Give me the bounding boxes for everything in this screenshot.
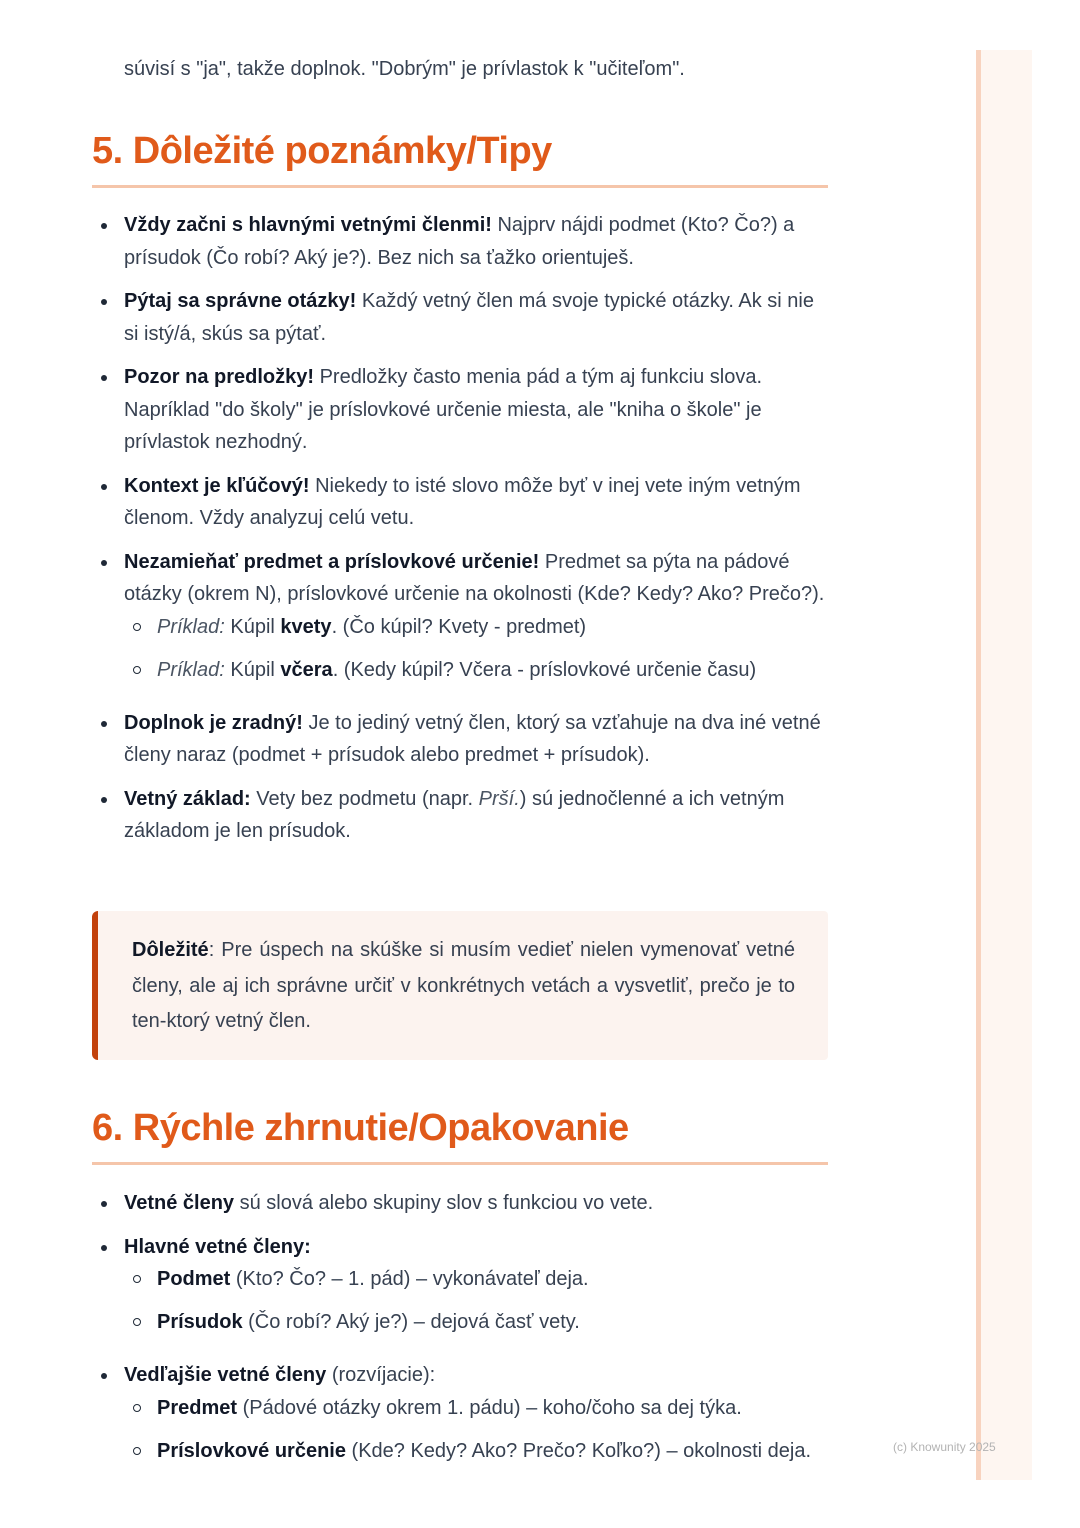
- copyright-watermark: (c) Knowunity 2025: [893, 1440, 996, 1454]
- section-5-heading: 5. Dôležité poznámky/Tipy: [92, 130, 828, 188]
- example-list: [124, 611, 828, 686]
- section-6-heading: 6. Rýchle zhrnutie/Opakovanie: [92, 1107, 828, 1165]
- continuation-text: súvisí s "ja", takže doplnok. "Dobrým" je prívlastok k "učiteľom".: [124, 58, 685, 80]
- callout-text: : Pre úspech na skúške si musím vedieť nielen vymenovať vetné členy, ale aj ich správne určiť v konkrétnych vetách a vysvetliť, prečo je to ten-ktorý vetný člen.: [132, 939, 795, 1032]
- side-decoration-bar: [976, 50, 1032, 1480]
- tip-item: Pýtaj sa správne otázky! Každý vetný člen má svoje typické otázky. Ak si nie si istý/á, skús sa pýtať.: [92, 285, 828, 350]
- member-item: Podmet (Kto? Čo? – 1. pád) – vykonávateľ deja.: [124, 1263, 852, 1295]
- important-callout: [92, 911, 828, 1060]
- example-item: Príklad: Kúpil včera. (Kedy kúpil? Včera - príslovkové určenie času): [124, 654, 828, 686]
- summary-item: Hlavné vetné členy: Podmet (Kto? Čo? – 1. pád) – vykonávateľ deja. Prísudok (Čo robí? Aký je?) – dejová časť vety.: [92, 1231, 852, 1339]
- member-item: Prísudok (Čo robí? Aký je?) – dejová časť vety.: [124, 1306, 852, 1338]
- secondary-members-list: [124, 1392, 852, 1467]
- tips-list: [92, 209, 828, 859]
- tip-item: Kontext je kľúčový! Niekedy to isté slovo môže byť v inej vete iným vetným členom. Vždy analyzuj celú vetu.: [92, 470, 828, 535]
- tip-item: Nezamieňať predmet a príslovkové určenie! Predmet sa pýta na pádové otázky (okrem N), príslovkové určenie na okolnosti (Kde? Kedy? Ako? Prečo?). Príklad: Kúpil kvety. (Čo kúpil? Kvety - predmet) Príklad: Kúpil včera. (Kedy kúpil? Včera - príslovkové určenie času): [92, 546, 828, 686]
- summary-item: Vetné členy sú slová alebo skupiny slov s funkciou vo vete.: [92, 1187, 852, 1220]
- main-members-list: [124, 1263, 852, 1338]
- summary-list: [92, 1187, 852, 1478]
- tip-item: Vetný základ: Vety bez podmetu (napr. Prší.) sú jednočlenné a ich vetným základom je len prísudok.: [92, 783, 828, 848]
- summary-item: Vedľajšie vetné členy (rozvíjacie): Predmet (Pádové otázky okrem 1. pádu) – koho/čoho sa dej týka. Príslovkové určenie (Kde? Kedy? Ako? Prečo? Koľko?) – okolnosti deja.: [92, 1359, 852, 1467]
- tip-item: Doplnok je zradný! Je to jediný vetný člen, ktorý sa vzťahuje na dva iné vetné členy naraz (podmet + prísudok alebo predmet + prísudok).: [92, 707, 828, 772]
- callout-label: Dôležité: [132, 939, 209, 961]
- example-item: Príklad: Kúpil kvety. (Čo kúpil? Kvety - predmet): [124, 611, 828, 643]
- tip-item: Pozor na predložky! Predložky často menia pád a tým aj funkciu slova. Napríklad "do školy" je príslovkové určenie miesta, ale "kniha o škole" je prívlastok nezhodný.: [92, 361, 828, 459]
- member-item: Predmet (Pádové otázky okrem 1. pádu) – koho/čoho sa dej týka.: [124, 1392, 852, 1424]
- member-item: Príslovkové určenie (Kde? Kedy? Ako? Prečo? Koľko?) – okolnosti deja.: [124, 1435, 852, 1467]
- tip-item: Vždy začni s hlavnými vetnými členmi! Najprv nájdi podmet (Kto? Čo?) a prísudok (Čo robí? Aký je?). Bez nich sa ťažko orientuješ.: [92, 209, 828, 274]
